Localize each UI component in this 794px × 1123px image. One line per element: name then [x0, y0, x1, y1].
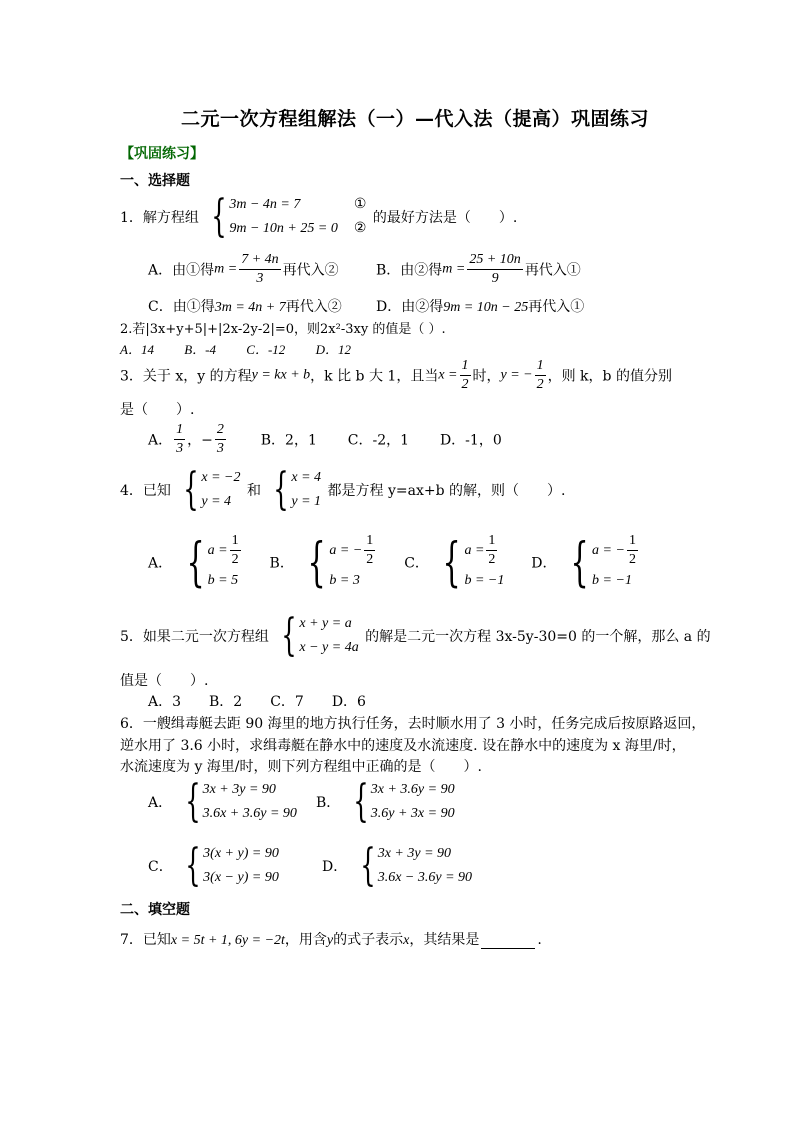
- q5-suffix: 的解是二元一次方程 3x-5y-30=0 的一个解，那么 a 的: [365, 629, 711, 645]
- q3-a-frac2: [215, 421, 226, 458]
- q1-suffix: 的最好方法是（ ）.: [372, 210, 518, 226]
- q5-prefix: 5．如果二元一次方程组: [120, 629, 269, 645]
- q3-mid: ，k 比 b 大 1，且当: [310, 368, 439, 385]
- q1-d-pre: D．由②得: [376, 299, 444, 315]
- q3-option-d: D．-1，0: [439, 432, 502, 449]
- q1-eq2: 9m − 10n + 25 = 0: [229, 221, 338, 236]
- q3-a-n2: 2: [215, 421, 226, 440]
- q4-b-ad: 2: [366, 552, 374, 567]
- q1-prefix: 1．解方程组: [120, 210, 199, 226]
- q3-a-sep: ，−: [187, 432, 213, 449]
- q6-a-label: A．: [148, 795, 173, 811]
- q7-suffix: ，其结果是: [409, 932, 480, 948]
- q3-eq: y = kx + b: [251, 367, 311, 383]
- q5-system: [275, 612, 358, 660]
- question-1: [120, 193, 517, 241]
- q1-a-frac: [239, 251, 280, 288]
- section-heading-fill: 二、填空题: [120, 902, 190, 918]
- q6-option-c: [148, 842, 281, 890]
- q1-a-den: 3: [256, 271, 264, 286]
- q4-d-system: [563, 532, 640, 593]
- q7-var-y: y: [326, 933, 334, 948]
- question-2: 2.若|3x+y+5|+|2x-2y-2|=0，则2x²-3xy 的值是（ ）.: [120, 322, 446, 337]
- q1-a-lhs: m =: [214, 261, 238, 277]
- q4-s1b: y = 4: [201, 494, 232, 509]
- q4-d-an: 1: [627, 532, 638, 551]
- page-title: 二元一次方程组解法（一）—代入法（提高）巩固练习: [181, 108, 650, 130]
- q6-option-a: [148, 778, 299, 826]
- brace-icon: {: [442, 532, 462, 593]
- q6-b2: 3.6y + 3x = 90: [370, 806, 455, 821]
- q5-line2: 值是（ ）.: [120, 673, 209, 689]
- q7-var-x: x: [403, 933, 410, 948]
- q6-option-b: [316, 778, 457, 826]
- q1-b-pre: B．由②得: [376, 262, 443, 279]
- q3-xlhs: x =: [438, 367, 458, 383]
- brace-icon: {: [281, 610, 298, 661]
- q3-yfrac: [535, 357, 546, 394]
- q4-d-a: a = −: [592, 542, 625, 558]
- brace-icon: {: [353, 776, 369, 827]
- q4-b-label: B．: [269, 555, 294, 572]
- q6-option-d: [322, 842, 474, 890]
- q4-system-2: [267, 466, 321, 514]
- q4-c-an: 1: [486, 532, 497, 551]
- q1-eq1: 3m − 4n = 7: [229, 197, 301, 212]
- q6-c2: 3(x − y) = 90: [203, 870, 279, 885]
- q6-b1: 3x + 3.6y = 90: [370, 782, 455, 797]
- q1-mark1: ①: [353, 197, 367, 212]
- q4-b-b: b = 3: [329, 573, 360, 588]
- brace-icon: {: [273, 464, 290, 515]
- q6-line2: 逆水用了 3.6 小时，求缉毒艇在静水中的速度及水流速度. 设在静水中的速度为 x 海里/时，: [120, 738, 686, 754]
- q4-s2a: x = 4: [291, 470, 322, 485]
- q3-prefix: 3．关于 x，y 的方程: [120, 368, 252, 385]
- brace-icon: {: [185, 840, 201, 891]
- q5-eq1: x + y = a: [299, 616, 352, 631]
- q7-mid2: 的式子表示: [333, 932, 404, 948]
- question-5: [120, 612, 711, 660]
- q6-a2: 3.6x + 3.6y = 90: [202, 806, 297, 821]
- q4-d-b: b = −1: [592, 573, 632, 588]
- q1-b-post: 再代入①: [524, 262, 581, 279]
- q4-suffix: 都是方程 y=ax+b 的解，则（ ）.: [327, 483, 566, 499]
- q4-s2b: y = 1: [291, 494, 322, 509]
- q1-b-num: 25 + 10n: [467, 251, 522, 270]
- q4-a-b: b = 5: [207, 573, 239, 588]
- q1-d-post: 再代入①: [528, 299, 585, 315]
- q4-c-b: b = −1: [464, 573, 505, 588]
- q3-xnum: 1: [460, 357, 471, 376]
- q3-suffix: ，则 k，b 的值分别: [547, 368, 672, 385]
- q1-option-d: [376, 296, 584, 316]
- q1-a-pre: A．由①得: [148, 262, 215, 279]
- q3-yden: 2: [536, 377, 544, 392]
- q4-s1a: x = −2: [201, 470, 241, 485]
- q6-d2: 3.6x − 3.6y = 90: [377, 870, 473, 885]
- q3-a-frac1: [174, 421, 185, 458]
- q1-option-b: [376, 251, 581, 288]
- q4-b-an: 1: [364, 532, 375, 551]
- q4-c-system: [435, 532, 504, 593]
- q7-eq: x = 5t + 1, 6y = −2t: [170, 933, 285, 948]
- q1-system: [205, 193, 366, 241]
- q4-d-ad: 2: [628, 552, 636, 567]
- q3-ylhs: y = −: [500, 367, 533, 383]
- q6-line3: 水流速度为 y 海里/时，则下列方程组中正确的是（ ）.: [120, 759, 482, 775]
- brace-icon: {: [211, 191, 228, 242]
- q4-b-a: a = −: [329, 542, 363, 558]
- q6-d1: 3x + 3y = 90: [377, 846, 452, 861]
- q3-ynum: 1: [535, 357, 546, 376]
- q2-option-d: D．12: [315, 342, 351, 357]
- brace-icon: {: [183, 464, 200, 515]
- question-4: [120, 466, 565, 514]
- section-tag: 【巩固练习】: [120, 146, 204, 162]
- q1-c-pre: C．由①得: [148, 299, 215, 315]
- q3-option-b: B．2，1: [260, 432, 317, 449]
- q4-a-ad: 2: [231, 552, 239, 567]
- brace-icon: {: [184, 776, 201, 827]
- q1-b-lhs: m =: [442, 261, 466, 277]
- q4-c-label: C．: [404, 555, 429, 572]
- q1-option-c: [148, 296, 342, 316]
- q4-c-ad: 2: [488, 552, 496, 567]
- q6-c1: 3(x + y) = 90: [203, 846, 279, 861]
- q3-xfrac: [460, 357, 471, 394]
- q4-a-system: [179, 532, 243, 593]
- question-7: [120, 929, 542, 949]
- q4-a-label: A．: [148, 555, 173, 572]
- q7-prefix: 7．已知: [120, 932, 171, 948]
- q3-a-d2: 3: [216, 441, 224, 456]
- q1-a-num: 7 + 4n: [239, 251, 280, 270]
- q4-prefix: 4．已知: [120, 483, 171, 499]
- q1-b-frac: [467, 251, 522, 288]
- q6-d-label: D．: [322, 859, 348, 875]
- q2-options: [120, 339, 351, 358]
- q1-b-den: 9: [491, 271, 499, 286]
- q5-options: A．3 B．2 C．7 D．6: [148, 694, 366, 710]
- q3-line2: 是（ ）.: [120, 402, 195, 418]
- q3-xden: 2: [461, 377, 469, 392]
- q7-end: .: [537, 932, 542, 948]
- q3-a-n1: 1: [174, 421, 185, 440]
- q3-option-c: C．-2，1: [347, 432, 410, 449]
- q3-options: [148, 421, 502, 458]
- q4-and: 和: [246, 483, 261, 499]
- q4-a-an: 1: [230, 532, 241, 551]
- answer-blank[interactable]: [481, 934, 535, 949]
- q1-c-eq: 3m = 4n + 7: [214, 300, 286, 315]
- q6-line1: 6．一艘缉毒艇去距 90 海里的地方执行任务，去时顺水用了 3 小时，任务完成后按原路返回，: [120, 716, 706, 732]
- section-heading-choice: 一、选择题: [120, 173, 190, 189]
- q2-option-c: C．-12: [246, 342, 286, 357]
- q3-a-pre: A．: [148, 432, 173, 449]
- q4-a-a: a =: [207, 542, 228, 558]
- q7-mid: ，用含: [284, 932, 327, 948]
- q6-a1: 3x + 3y = 90: [202, 782, 276, 797]
- q4-b-system: [300, 532, 377, 593]
- q1-mark2: ②: [353, 221, 367, 236]
- q5-eq2: x − y = 4a: [299, 640, 359, 655]
- question-3: [120, 357, 672, 394]
- q3-mid2: 时，: [472, 368, 501, 385]
- q2-option-b: B．-4: [184, 342, 217, 357]
- q4-d-label: D．: [531, 555, 557, 572]
- brace-icon: {: [186, 532, 205, 593]
- q1-d-eq: 9m = 10n − 25: [443, 300, 529, 315]
- q1-option-a: [148, 251, 339, 288]
- brace-icon: {: [359, 840, 376, 891]
- brace-icon: {: [570, 532, 589, 593]
- q1-c-post: 再代入②: [285, 299, 342, 315]
- q1-a-post: 再代入②: [282, 262, 339, 279]
- brace-icon: {: [307, 532, 326, 593]
- q2-option-a: A．14: [120, 342, 154, 357]
- q6-b-label: B．: [316, 795, 341, 811]
- q3-a-d1: 3: [176, 441, 184, 456]
- q4-system-1: [177, 466, 240, 514]
- q4-c-a: a =: [464, 542, 485, 558]
- q6-c-label: C．: [148, 859, 173, 875]
- q4-options: [148, 532, 642, 593]
